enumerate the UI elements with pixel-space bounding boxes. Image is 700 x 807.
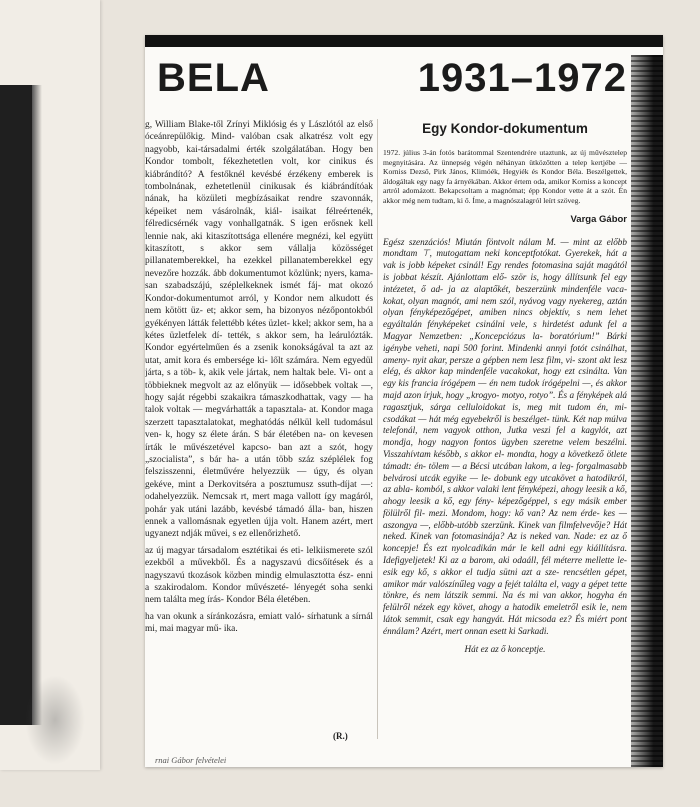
left-signoff: (R.) <box>333 731 348 741</box>
left-paragraph: az új magyar társadalom esztétikai és eti- lelkiismerete szól ezekből a művekből. És a nagyszavú dicsőítések és a nagyszavú tkozások közben mindig elmulasztotta ész- enni a szakirodalom. Kondor művészeté- lényegét soha senki nem találta meg írás- Kondor Béla életében. <box>145 545 373 606</box>
left-column <box>145 119 373 759</box>
article-closing: Hát ez az ő konceptje. <box>464 643 546 654</box>
article-body: Egész szenzációs! Miután föntvolt nálam M. — mint az előbb mondtam ⊤, mutogattam neki konceptfotókat. Gyerekek, hát a vak is jobb képeket csinál! Egy rendes fotomasina saját magától is jobbat készít. Ajánlottam elő- ször is, hogy állítsunk fel egy intézetet, ő ad- ja az alaptőkét, beszerzünk mindenféle vaca- kokat, olyan magnót, ami nem szól, nyávog vagy nyekereg, aztán olyan fényképezőgépet, amiben nincs objektív, s nem lehet egyáltalán fényképeket csinálni vele, s hirdetést adunk fel a Magyar Nemzetben: „Koncepciózus la- boratórium!” Bárki igénybe veheti, napi 500 forint. Mindenki annyi fotót csinálhat, ameny- nyit akar, persze a gépben nem lesz film, vi- szont akt lesz elég, és akkor kap mindenféle vacakokat, hogy ezt csinálta. Van egy kis francia írógépem — én nem tudok írógépelni —, és akkor majd azon írjuk, hogy „krogyo- motyo, rotyo”. És a fényképek alá ragasztjuk, sárga celluloidokat is, meg mit tudom én, mi- csodákat — hát még egyebekről is beszélget- tünk. Két nap múlva telefonál, nem vagyok otthon, Jutka veszi fel a kagylót, azt mondja, hogy nagyon fontos ügyben szeretne velem beszélni. Visszahívtam később, s akkor el- mondta, hogy a következő ötlete támadt: én- tölem — a Bécsi utcában lakom, a leg- forgalmasabb belvárosi utcák egyike — le- dobunk egy utcakövet a hatodikról, az abla- komból, s akkor valaki lent fényképezi, ahogy leesik a kő, ahogy leesik a kő, egy fény- képezőgéppel, s egy másik ember fölülről fil- mezi. Mondom, hogy: kő van? Az nem érde- kes — aszongya —, előbb-utóbb szerzünk. Kinek van filmfelvevője? Hát neked. Kinek van fotomasinája? Az is neked van. Nade: ez az ő koncepje! És ezt nyolcadikán már le kell adni egy kiállításra. Idefigyeljetek! Ki az a barom, aki odaáll, fél méterre mellette le- esik egy kő, s akkor el tudja sütni azt a sze- rencsétlen gépet, amikor már valószínűleg vagy a fejét találta el, vagy a gépet tette tönkre, és nem látszik semmi. Na és mi van akkor, hogyha én felülről nézek egy követ, ahogy a hatodik emeletről esik le, nem látok semmit, csak egy hangyát. Hát micsoda ez? És miért pont énnálam? Azért, mert onnan esett ki Sarkadi. <box>383 236 627 636</box>
article-lead: 1972. július 3-án fotós barátommal Szentendrére utaztunk, az új művésztelep megnyitására. Az ünnepség végén néhányan ütközőtten a telep kertjébe — Korniss Dezső, Pirk János, Klimóék, Hegyiék és Kondor Béla. Beszélgettek, áldogáltak egy nagy fa árnyékában. Akkor értem oda, amikor Korniss a koncept artról adomázott. Bekapcsoltam a magnómat; épp Kondor vette át a szót. Én akkor még nem tudtam, ki ő. Íme, a magnószalagról leírt szöveg. <box>383 148 627 205</box>
clipping-top-bar <box>145 35 663 47</box>
newspaper-clipping <box>145 35 663 767</box>
adjacent-photo-edge <box>0 85 32 725</box>
headline <box>157 51 627 105</box>
headline-years: 1931–1972 <box>417 55 627 100</box>
adjacent-page-smudge <box>25 675 85 765</box>
column-divider <box>377 119 378 739</box>
adjacent-photo-shade <box>32 85 42 725</box>
article-subheading: Egy Kondor-dokumentum <box>422 121 588 136</box>
clipping-dark-edge <box>631 55 663 767</box>
left-paragraph: ha van okunk a síránkozásra, emiatt való- sírhatunk a sírnál mi, mai magyar mű- ika. <box>145 611 373 635</box>
headline-name: BELA <box>157 55 270 100</box>
right-column <box>383 119 627 759</box>
article-author: Varga Gábor <box>570 213 627 225</box>
adjacent-page <box>0 0 100 770</box>
photo-caption: rnai Gábor felvételei <box>155 755 227 765</box>
left-paragraph: g, William Blake-től Zrínyi Miklósig és y Lászlótól az első óceánrepülőkig. Mind- valóban csak alkatrész volt egy nagyobb, kai-társadalmi érték szolgálatában. Hogy ben Kondor tombolt, fékezhetetlen volt, kor cinikus és kiábrándító? A festőknél kevésbé érzékeny emberek is tombolnának, ezhetetlenül cinikusak és kiábrándítóak nának, ha közületi megbízásaikat rendre szavonnák, képeiket nem vásárolnák, kiál- isaikat félreértenék, félredicsérnék vagy vonhallgatnák. S igen erősnek kell lennie nak, aki kitaszítottsága ellenére megnézi, kel együtt kitaszított, s akkor sem vállalja közösséget pillanatemberekkel, ha ezekkel pillanatemberekkel egy nevezőre hozzák. ább dokumentumot közlünk; nyers, kama- san szabadszájú, széplelkeknek ismét fáj- mat okozó Kondor-dokumentumot arról, y Kondor nem alkudott és nem kötött üz- et; akkor sem, ha bizonyos nézőpontokból gyékényen látták felettébb kétes üzlet- kkel; akkor sem, ha a kétes üzletfelek dí- tették, s akkor sem, ha leárulózták. Kondor egyértelműen és a zsenik konokságával ta azt az utat, amit kora és embersége ki- lőlt számára. Nem egyedül járta, s a töb- k, akik vele jártak, nem haltak bele. Vi- ont a többieknek megvolt az az előnyük — idősebbek voltak —, hogy saját régebbi szakaikra támaszkodhattak, vagy — ha talok voltak — megvárhatták a tapasztala- at. Kondor maga szerzett tapasztalatokat, meghatódás nélkül kell tudomásul ven- k, hogy sz élete árán. S bár életében na- on kevesen írták le művészetével kapcso- ban azt a szót, hogy „szocialista”, s bár ha- a után több száz széplélek fog felszisszenni, életművére helyezzük — úgy, és olyan gekéve, mint a Derkovitséra a posztumusz ssuth-díjat —: odahelyezzük. Nemcsak rt, mert maga vallott így magáról, pohár yak utáni lazább, kevésbé támadó álla- ban, hiszen ennek a vallomásnak egyetlen újja volt. Hanem azért, mert ugyanezt ndják művei, s ez ellenőrizhető. <box>145 120 373 540</box>
